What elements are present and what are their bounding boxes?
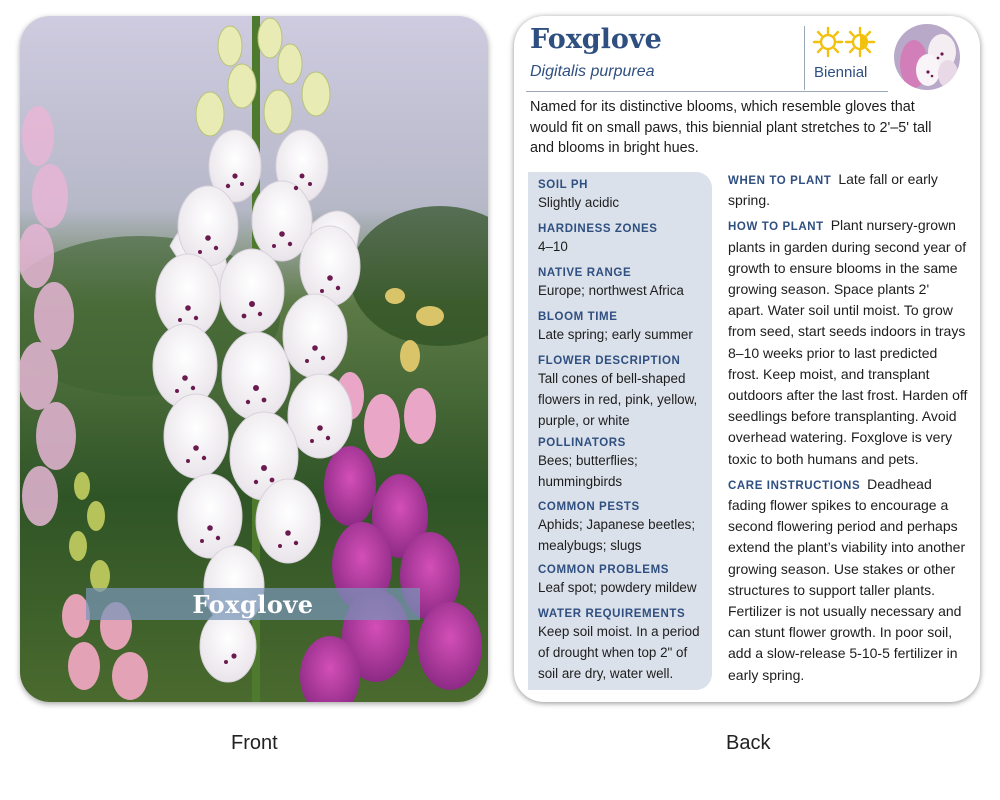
fact-label: SOIL PH bbox=[538, 179, 588, 191]
fact-label: COMMON PROBLEMS bbox=[538, 564, 670, 576]
fact-value: Bees; butterflies; hummingbirds bbox=[538, 453, 638, 489]
how-to-plant-label: HOW TO PLANT bbox=[728, 221, 824, 234]
sun-icon bbox=[846, 28, 874, 56]
sun-exposure-icons bbox=[812, 26, 876, 58]
fact-label: COMMON PESTS bbox=[538, 501, 640, 513]
fact-value: 4–10 bbox=[538, 239, 568, 254]
when-to-plant-label: WHEN TO PLANT bbox=[728, 175, 832, 187]
fact-item bbox=[538, 354, 708, 431]
fact-value: Slightly acidic bbox=[538, 195, 620, 210]
header-underline bbox=[526, 91, 888, 92]
facts-panel bbox=[528, 172, 712, 690]
header-divider bbox=[804, 26, 805, 90]
fact-value: Keep soil moist. In a period of drought when top 2" of soil are dry, water well. bbox=[538, 624, 700, 681]
fact-label: FLOWER DESCRIPTION bbox=[538, 355, 681, 367]
fact-item bbox=[538, 222, 708, 257]
fact-value: Aphids; Japanese beetles; mealybugs; slugs bbox=[538, 517, 696, 553]
fact-value: Tall cones of bell-shaped flowers in red, pink, yellow, purple, or white bbox=[538, 371, 698, 428]
fact-item bbox=[538, 436, 708, 492]
front-caption: Front bbox=[231, 732, 278, 754]
fact-label: POLLINATORS bbox=[538, 437, 626, 449]
plant-title: Foxglove bbox=[530, 24, 662, 55]
front-title-banner bbox=[86, 588, 420, 620]
fact-item bbox=[538, 500, 708, 556]
fact-item bbox=[538, 563, 708, 598]
fact-value: Late spring; early summer bbox=[538, 327, 693, 342]
front-title: Foxglove bbox=[192, 589, 314, 619]
fact-label: WATER REQUIREMENTS bbox=[538, 608, 686, 620]
fact-label: HARDINESS ZONES bbox=[538, 223, 658, 235]
back-caption: Back bbox=[726, 732, 771, 754]
scientific-name: Digitalis purpurea bbox=[530, 63, 655, 80]
fact-label: NATIVE RANGE bbox=[538, 267, 632, 279]
fact-item bbox=[538, 178, 708, 213]
fact-item bbox=[538, 310, 708, 345]
care-instructions-label: CARE INSTRUCTIONS bbox=[728, 479, 861, 492]
life-cycle: Biennial bbox=[814, 64, 868, 81]
intro-text: Named for its distinctive blooms, which resemble gloves that would fit on small paws, this biennial plant stretches to 2'–5' tall and blooms in bright hues. bbox=[530, 99, 932, 156]
instructions-column bbox=[728, 169, 968, 690]
fact-value: Europe; northwest Africa bbox=[538, 283, 684, 298]
care-instructions-text: Deadhead fading flower spikes to encourage a second flowering period and perhaps extend the plant’s viability into another growing season. Use stakes or other structures to support taller plants. Fertilizer is not usually necessary and can stunt flower growth. In poor soil, add a slow-release 5-10-5 fertilizer in early spring. bbox=[728, 475, 966, 683]
front-card bbox=[20, 16, 488, 702]
fact-label: BLOOM TIME bbox=[538, 311, 618, 323]
when-to-plant-text: Late fall or early spring. bbox=[728, 171, 938, 209]
care-instructions-section bbox=[728, 474, 968, 686]
how-to-plant-section bbox=[728, 215, 968, 469]
how-to-plant-text: Plant nursery-grown plants in garden during second year of growth to ensure blooms in the same growing season. Space plants 2' apart. Water soil until moist. To grow from seed, start seeds indoors in trays 8–10 weeks prior to last predicted frost. Keep moist, and transplant outdoors after the last frost. Harden off seedlings before transplanting. Avoid overhead watering. Foxglove is very toxic to both humans and pets. bbox=[728, 217, 968, 467]
sun-icon bbox=[814, 28, 842, 56]
back-card bbox=[514, 16, 980, 702]
foxglove-thumbnail bbox=[894, 24, 960, 90]
fact-item bbox=[538, 266, 708, 301]
fact-value: Leaf spot; powdery mildew bbox=[538, 580, 697, 595]
when-to-plant-section bbox=[728, 169, 968, 211]
fact-item bbox=[538, 607, 708, 684]
